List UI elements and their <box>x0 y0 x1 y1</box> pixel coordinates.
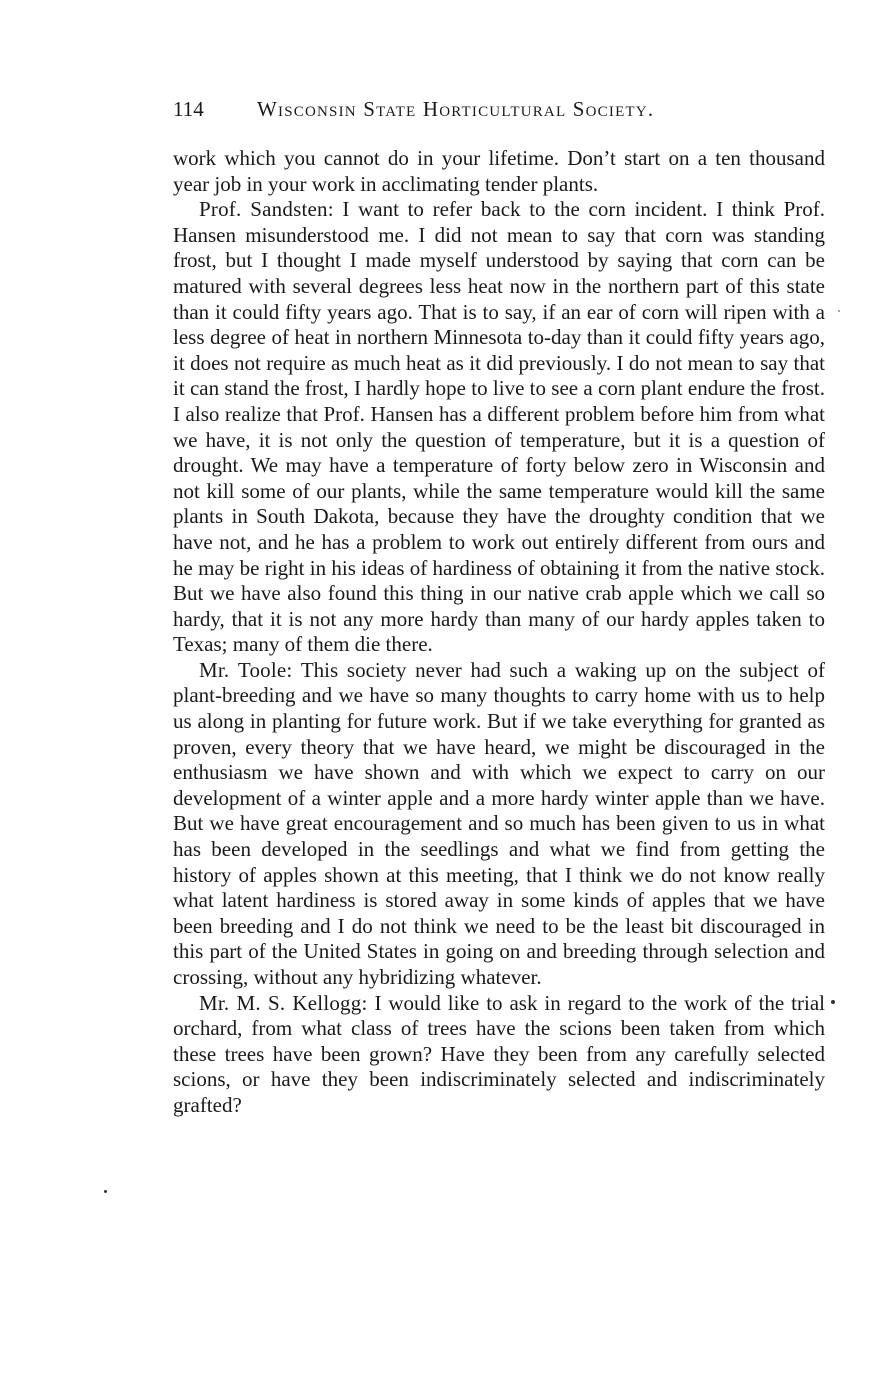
speaker-name: Prof. Sandsten: <box>199 197 334 222</box>
paragraph-sandsten <box>173 197 825 658</box>
speaker-name: Mr. M. S. Kellogg: <box>199 990 368 1015</box>
ink-speck <box>831 1000 835 1004</box>
speaker-name: Mr. Toole: <box>199 657 293 682</box>
ink-speck <box>104 1190 107 1193</box>
page-number: 114 <box>173 97 204 121</box>
paragraph-text: I want to refer back to the corn incident. I think Prof. Hansen misunderstood me. I did not mean to say that corn was standing frost, but I thought I made myself understood by saying that corn can be matured with several degrees less heat now in the northern part of this state than it could fifty years ago. That is to say, if an ear of corn will ripen with a less degree of heat in northern Minnesota to-day than it could fifty years ago, it does not require as much heat as it did previously. I do not mean to say that it can stand the frost, I hardly hope to live to see a corn plant endure the frost. I also realize that Prof. Hansen has a different problem before him from what we have, it is not only the question of temperature, but it is a question of drought. We may have a temperature of forty below zero in Wisconsin and not kill some of our plants, while the same temperature would kill the same plants in South Dakota, because they have the droughty condition that we have not, and he has a problem to work out entirely different from ours and he may be right in his ideas of hardiness of obtaining it from the native stock. But we have also found this thing in our native crab apple which we call so hardy, that it is not any more hardy than many of our hardy apples taken to Texas; many of them die there. <box>173 197 825 657</box>
running-title: Wisconsin State Horticultural Society. <box>257 97 655 121</box>
body-text <box>173 146 825 1119</box>
paragraph-text: work which you cannot do in your lifetime. Don’t start on a ten thousand year job in your work in acclimating tender plants. <box>173 146 825 196</box>
running-head <box>173 94 827 124</box>
paragraph-text: I would like to ask in regard to the work of the trial orchard, from what class of trees have the scions been taken from which these trees have been grown? Have they been from any carefully selected scions, or have they been indiscriminately selected and indiscriminately grafted? <box>173 990 826 1117</box>
paragraph-text: This society never had such a waking up on the subject of plant-breeding and we have so many thoughts to carry home with us to help us along in planting for future work. But if we take everything for granted as proven, every theory that we have heard, we might be discouraged in the enthusiasm we have shown and with which we expect to carry on our development of a winter apple and a more hardy winter apple than we have. But we have great encouragement and so much has been given to us in what has been developed in the seedlings and what we find from getting the history of apples shown at this meeting, that I think we do not know really what latent hardiness is stored away in some kinds of apples that we have been breeding and I do not think we need to be the least bit discouraged in this part of the United States in going on and breeding through selection and crossing, without any hybridizing whatever. <box>173 657 825 989</box>
ink-speck <box>838 310 840 312</box>
paragraph-continuation <box>173 146 825 197</box>
paragraph-kellogg <box>173 991 825 1119</box>
paragraph-toole <box>173 658 825 991</box>
